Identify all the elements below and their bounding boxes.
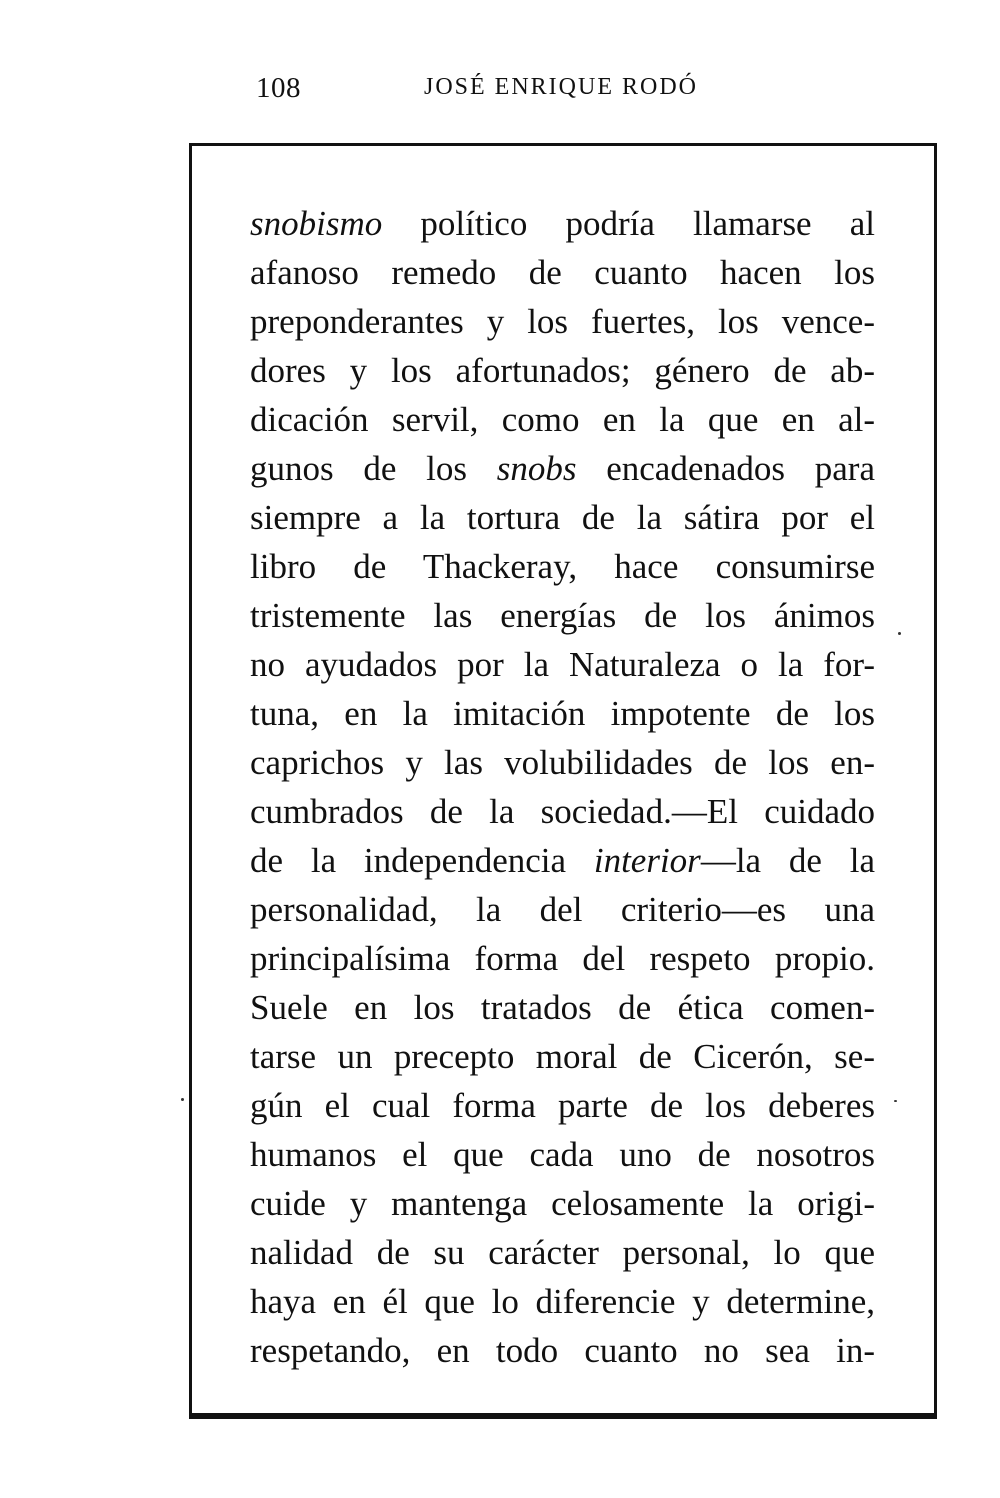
scan-speck — [898, 632, 901, 635]
text-line: dores y los afortunados; género de ab- — [250, 351, 875, 390]
text-line: preponderantes y los fuertes, los vence- — [250, 302, 875, 341]
text-line: Suele en los tratados de ética comen- — [250, 988, 875, 1027]
text-line: no ayudados por la Naturaleza o la for- — [250, 645, 875, 684]
text-line: cumbrados de la sociedad.—El cuidado — [250, 792, 875, 831]
text-line: respetando, en todo cuanto no sea in- — [250, 1331, 875, 1370]
text-line: humanos el que cada uno de nosotros — [250, 1135, 875, 1174]
text-line: dicación servil, como en la que en al- — [250, 400, 875, 439]
text-line: tarse un precepto moral de Cicerón, se- — [250, 1037, 875, 1076]
text-line: tuna, en la imitación impotente de los — [250, 694, 875, 733]
text-line: personalidad, la del criterio—es una — [250, 890, 875, 929]
text-line: caprichos y las volubilidades de los en- — [250, 743, 875, 782]
text-line: siempre a la tortura de la sátira por el — [250, 498, 875, 537]
body-text — [250, 199, 875, 1375]
text-line: gunos de los snobs encadenados para — [250, 449, 875, 488]
text-line: libro de Thackeray, hace consumirse — [250, 547, 875, 586]
scan-speck — [894, 1100, 897, 1102]
text-line: tristemente las energías de los ánimos — [250, 596, 875, 635]
text-line: nalidad de su carácter personal, lo que — [250, 1233, 875, 1272]
text-line: snobismo político podría llamarse al — [250, 204, 875, 243]
running-title: JOSÉ ENRIQUE RODÓ — [424, 74, 698, 100]
text-line: afanoso remedo de cuanto hacen los — [250, 253, 875, 292]
text-line: principalísima forma del respeto propio. — [250, 939, 875, 978]
page-number: 108 — [256, 72, 301, 104]
text-line: de la independencia interior—la de la — [250, 841, 875, 880]
text-line: cuide y mantenga celosamente la origi- — [250, 1184, 875, 1223]
text-line: haya en él que lo diferencie y determine, — [250, 1282, 875, 1321]
running-header — [0, 72, 1000, 112]
scan-speck — [181, 1098, 184, 1101]
text-line: gún el cual forma parte de los deberes — [250, 1086, 875, 1125]
